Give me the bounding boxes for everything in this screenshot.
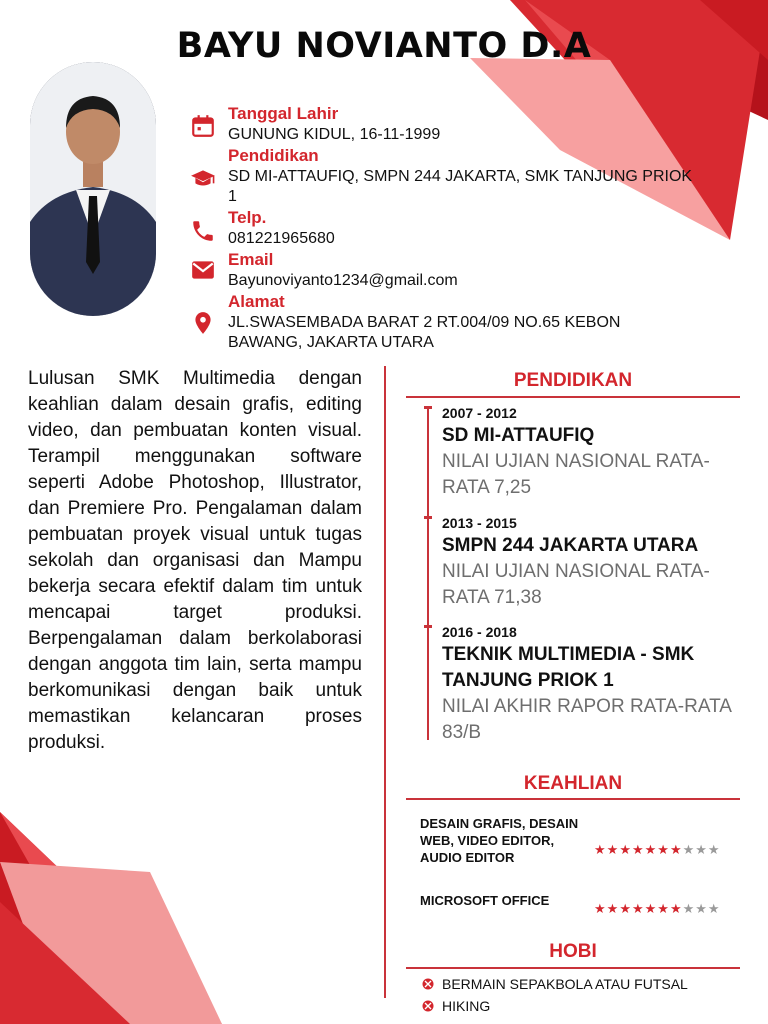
edu-note: NILAI UJIAN NASIONAL RATA-RATA 71,38 [442, 561, 710, 608]
star-filled-icon: ★ [594, 901, 607, 916]
skill-name: DESAIN GRAFIS, DESAIN WEB, VIDEO EDITOR, AUDIO EDITOR [420, 816, 579, 865]
star-filled-icon: ★ [631, 901, 645, 916]
column-divider [384, 366, 386, 998]
timeline-marker-icon [423, 406, 433, 416]
education-timeline-line [427, 408, 429, 740]
skill-rating [594, 842, 721, 858]
edu-note: NILAI UJIAN NASIONAL RATA-RATA 7,25 [442, 451, 710, 498]
star-filled-icon: ★ [606, 901, 620, 916]
star-filled-icon: ★ [669, 842, 683, 857]
star-filled-icon: ★ [619, 901, 632, 916]
skills-section-title: KEAHLIAN [523, 773, 623, 794]
star-filled-icon: ★ [631, 842, 645, 857]
hobbies-section-rule [406, 967, 740, 969]
star-filled-icon: ★ [669, 901, 683, 916]
phone-icon [190, 218, 216, 244]
bottom-left-decoration [0, 812, 222, 1024]
email-value: Bayunoviyanto1234@gmail.com [228, 272, 458, 289]
timeline-marker-icon [423, 516, 433, 526]
address-label: Alamat [228, 292, 285, 311]
address-value: JL.SWASEMBADA BARAT 2 RT.004/09 NO.65 KEBON BAWANG, JAKARTA UTARA [228, 314, 621, 351]
email-label: Email [228, 250, 274, 269]
star-filled-icon: ★ [657, 842, 670, 857]
edu-school: SD MI-ATTAUFIQ [442, 425, 595, 446]
star-filled-icon: ★ [619, 842, 632, 857]
phone-value: 081221965680 [228, 230, 335, 247]
skill-rating [594, 901, 721, 917]
hobby-item [422, 976, 688, 992]
star-filled-icon: ★ [657, 901, 670, 916]
star-empty-icon: ★ [682, 842, 696, 857]
education-section-title: PENDIDIKAN [513, 370, 633, 391]
star-empty-icon: ★ [707, 842, 721, 857]
star-filled-icon: ★ [594, 842, 607, 857]
edu-school: SMPN 244 JAKARTA UTARA [442, 535, 699, 556]
ball-icon [422, 978, 434, 990]
education-section-rule [406, 396, 740, 398]
timeline-marker-icon [423, 625, 433, 635]
star-empty-icon: ★ [682, 901, 696, 916]
edu-years: 2007 - 2012 [442, 405, 517, 421]
hobby-label: HIKING [442, 998, 491, 1014]
star-filled-icon: ★ [606, 842, 620, 857]
ball-icon [422, 1000, 434, 1012]
star-filled-icon: ★ [644, 842, 658, 857]
hobby-item [422, 998, 490, 1014]
candidate-name: BAYU NOVIANTO D.A [176, 26, 592, 66]
star-empty-icon: ★ [695, 901, 708, 916]
location-pin-icon [190, 310, 216, 336]
star-filled-icon: ★ [644, 901, 658, 916]
education-value: SD MI-ATTAUFIQ, SMPN 244 JAKARTA, SMK TANJUNG PRIOK 1 [228, 168, 693, 205]
skills-section-rule [406, 798, 740, 800]
edu-note: NILAI AKHIR RAPOR RATA-RATA 83/B [442, 696, 731, 743]
profile-photo [30, 62, 156, 316]
edu-years: 2016 - 2018 [442, 624, 517, 640]
birth-value: GUNUNG KIDUL, 16-11-1999 [228, 126, 441, 143]
skill-name: MICROSOFT OFFICE [420, 893, 550, 908]
graduation-cap-icon [190, 166, 216, 192]
mail-icon [190, 257, 216, 283]
calendar-icon [190, 113, 216, 139]
hobby-label: BERMAIN SEPAKBOLA ATAU FUTSAL [442, 976, 688, 992]
education-label: Pendidikan [228, 146, 319, 165]
edu-years: 2013 - 2015 [442, 515, 517, 531]
star-empty-icon: ★ [695, 842, 708, 857]
profile-summary: Lulusan SMK Multimedia dengan keahlian dalam desain grafis, editing video, dan pembuatan konten visual. Terampil menggunakan software seperti Adobe Photoshop, Illustrator, dan Premiere Pro. Pengalaman dalam pembuatan proyek visual untuk tugas sekolah dan organisasi dan Mampu bekerja secara efektif dalam tim untuk mencapai target produksi. Berpengalaman dalam berkolaborasi dengan anggota tim lain, serta mampu berkomunikasi dengan baik untuk memastikan kelancaran proses produksi. [28, 368, 362, 753]
hobbies-section-title: HOBI [549, 941, 597, 962]
edu-school: TEKNIK MULTIMEDIA - SMK TANJUNG PRIOK 1 [442, 644, 695, 691]
birth-label: Tanggal Lahir [228, 104, 339, 123]
phone-label: Telp. [228, 208, 267, 227]
star-empty-icon: ★ [707, 901, 721, 916]
